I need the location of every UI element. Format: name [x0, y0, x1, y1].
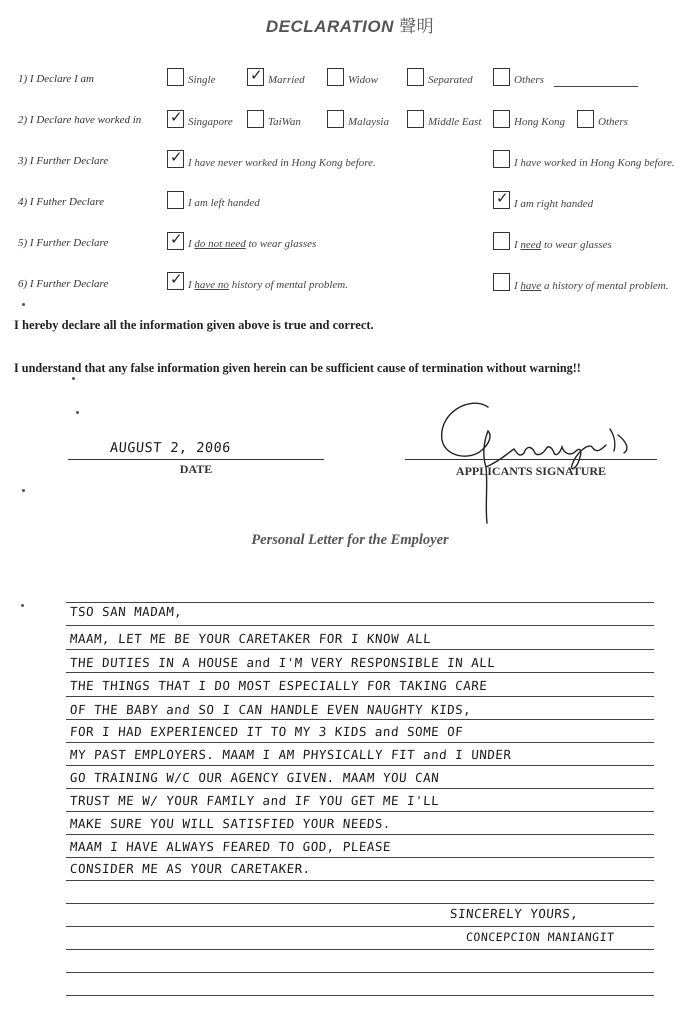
letter-rule-line — [66, 696, 654, 697]
option-no-mental-suffix: history of mental problem. — [231, 279, 348, 291]
option-no-glasses-label — [188, 238, 316, 250]
checkbox-middle-east[interactable] — [407, 110, 424, 128]
scan-dot — [22, 489, 25, 492]
letter-rule-line — [66, 602, 654, 603]
letter-rule-line — [66, 834, 654, 835]
option-mental-emphasis: have — [520, 280, 542, 292]
applicant-signature-image — [430, 395, 645, 530]
option-others-status-label: Others — [514, 74, 544, 86]
option-no-mental-emphasis: have no — [194, 279, 229, 291]
checkbox-worked-hk[interactable] — [493, 150, 510, 168]
checkbox-right-handed[interactable] — [493, 191, 510, 209]
checkbox-no-glasses[interactable] — [167, 232, 184, 250]
option-mental-history-label — [514, 280, 669, 292]
scan-dot — [22, 303, 25, 306]
date-caption: DATE — [179, 462, 213, 476]
letter-line-12: CONSIDER ME AS YOUR CARETAKER. — [69, 861, 312, 876]
checkbox-hong-kong[interactable] — [493, 110, 510, 128]
option-no-mental-history-label — [188, 279, 348, 291]
declaration-4-label: 4) I Futher Declare — [18, 196, 105, 208]
checkmark-icon: ✓ — [170, 148, 183, 166]
title-chinese: 聲明 — [399, 17, 435, 37]
letter-line-10: MAKE SURE YOU WILL SATISFIED YOUR NEEDS. — [69, 816, 392, 831]
checkbox-taiwan[interactable] — [247, 110, 264, 128]
letter-line-9: TRUST ME W/ YOUR FAMILY and IF YOU GET ME I'LL — [69, 793, 440, 808]
declaration-statement-false-info: I understand that any false information given herein can be sufficient cause of termination without warning!! — [14, 361, 581, 375]
checkmark-icon: ✓ — [250, 66, 263, 84]
declaration-statement-true: I hereby declare all the information given above is true and correct. — [14, 318, 374, 332]
option-single-label: Single — [188, 74, 216, 86]
checkmark-icon: ✓ — [496, 189, 509, 207]
letter-rule-line — [66, 926, 654, 927]
letter-rule-line — [66, 857, 654, 858]
letter-rule-line — [66, 972, 654, 973]
checkmark-icon: ✓ — [170, 230, 183, 248]
signature-caption: APPLICANTS SIGNATURE — [455, 464, 607, 478]
letter-rule-line — [66, 672, 654, 673]
letter-line-8: GO TRAINING W/C OUR AGENCY GIVEN. MAAM YOU CAN — [69, 770, 440, 785]
letter-line-7: MY PAST EMPLOYERS. MAAM I AM PHYSICALLY FIT and I UNDER — [69, 747, 512, 762]
declaration-6-label: 6) I Further Declare — [18, 278, 109, 290]
option-need-glasses-prefix: I — [514, 239, 518, 251]
letter-rule-line — [66, 949, 654, 950]
scan-dot — [21, 604, 24, 607]
option-separated-label: Separated — [428, 74, 473, 86]
checkbox-mental-history[interactable] — [493, 273, 510, 291]
letter-signatory-name: CONCEPCION MANIANGIT — [465, 930, 615, 944]
option-singapore-label: Singapore — [188, 116, 233, 128]
option-mental-suffix: a history of mental problem. — [543, 280, 669, 292]
letter-rule-line — [66, 903, 654, 904]
letter-rule-line — [66, 649, 654, 650]
option-no-mental-prefix: I — [188, 279, 192, 291]
option-left-handed-label: I am left handed — [188, 197, 260, 209]
option-widow-label: Widow — [348, 74, 378, 86]
letter-line-5: OF THE BABY and SO I CAN HANDLE EVEN NAUGHTY KIDS, — [69, 702, 472, 717]
checkbox-malaysia[interactable] — [327, 110, 344, 128]
checkbox-need-glasses[interactable] — [493, 232, 510, 250]
date-value: AUGUST 2, 2006 — [109, 440, 232, 456]
letter-rule-line — [66, 742, 654, 743]
checkmark-icon: ✓ — [170, 270, 183, 288]
option-no-glasses-prefix: I — [188, 238, 192, 250]
option-worked-hk-label: I have worked in Hong Kong before. — [514, 157, 675, 169]
letter-rule-line — [66, 788, 654, 789]
option-hong-kong-label: Hong Kong — [514, 116, 566, 128]
option-others-country-label: Others — [598, 116, 628, 128]
letter-rule-line — [66, 719, 654, 720]
signature-line — [405, 459, 657, 460]
letter-heading: Personal Letter for the Employer — [251, 532, 449, 548]
checkbox-married[interactable] — [247, 68, 264, 86]
checkmark-icon: ✓ — [170, 108, 183, 126]
option-need-glasses-suffix: to wear glasses — [543, 239, 612, 251]
declaration-5-label: 5) I Further Declare — [18, 237, 109, 249]
letter-line-6: FOR I HAD EXPERIENCED IT TO MY 3 KIDS and SOME OF — [69, 724, 464, 739]
declaration-3-label: 3) I Further Declare — [18, 155, 109, 167]
letter-line-1: TSO SAN MADAM, — [69, 604, 183, 619]
checkbox-widow[interactable] — [327, 68, 344, 86]
letter-line-11: MAAM I HAVE ALWAYS FEARED TO GOD, PLEASE — [69, 839, 392, 854]
option-malaysia-label: Malaysia — [348, 116, 389, 128]
checkbox-separated[interactable] — [407, 68, 424, 86]
checkbox-others-country[interactable] — [577, 110, 594, 128]
option-never-worked-hk-label: I have never worked in Hong Kong before. — [188, 157, 376, 169]
option-middle-east-label: Middle East — [428, 116, 482, 128]
letter-rule-line — [66, 765, 654, 766]
checkbox-left-handed[interactable] — [167, 191, 184, 209]
checkbox-others-status[interactable] — [493, 68, 510, 86]
declaration-1-label: 1) I Declare I am — [18, 73, 94, 85]
page-title — [0, 12, 700, 37]
option-need-glasses-label — [514, 239, 612, 251]
letter-rule-line — [66, 880, 654, 881]
checkbox-no-mental-history[interactable] — [167, 272, 184, 290]
checkbox-never-worked-hk[interactable] — [167, 150, 184, 168]
title-english: DECLARATION — [265, 17, 394, 36]
letter-rule-line — [66, 811, 654, 812]
scan-dot — [76, 411, 79, 414]
checkbox-single[interactable] — [167, 68, 184, 86]
others-status-blank-line — [554, 86, 638, 87]
date-line — [68, 459, 324, 460]
option-right-handed-label: I am right handed — [514, 198, 594, 210]
checkbox-singapore[interactable] — [167, 110, 184, 128]
letter-line-3: THE DUTIES IN A HOUSE and I'M VERY RESPONSIBLE IN ALL — [69, 655, 496, 670]
letter-rule-line — [66, 625, 654, 626]
declaration-2-label: 2) I Declare have worked in — [18, 114, 142, 126]
option-mental-prefix: I — [514, 280, 518, 292]
option-no-glasses-emphasis: do not need — [194, 238, 246, 250]
scan-dot — [72, 377, 75, 380]
letter-rule-line — [66, 995, 654, 996]
option-need-glasses-emphasis: need — [520, 239, 542, 251]
option-no-glasses-suffix: to wear glasses — [248, 238, 317, 250]
letter-line-4: THE THINGS THAT I DO MOST ESPECIALLY FOR TAKING CARE — [69, 678, 488, 693]
option-married-label: Married — [268, 74, 305, 86]
letter-closing: SINCERELY YOURS, — [449, 906, 579, 921]
option-taiwan-label: TaiWan — [268, 116, 301, 128]
letter-line-2: MAAM, LET ME BE YOUR CARETAKER FOR I KNOW ALL — [69, 631, 432, 646]
